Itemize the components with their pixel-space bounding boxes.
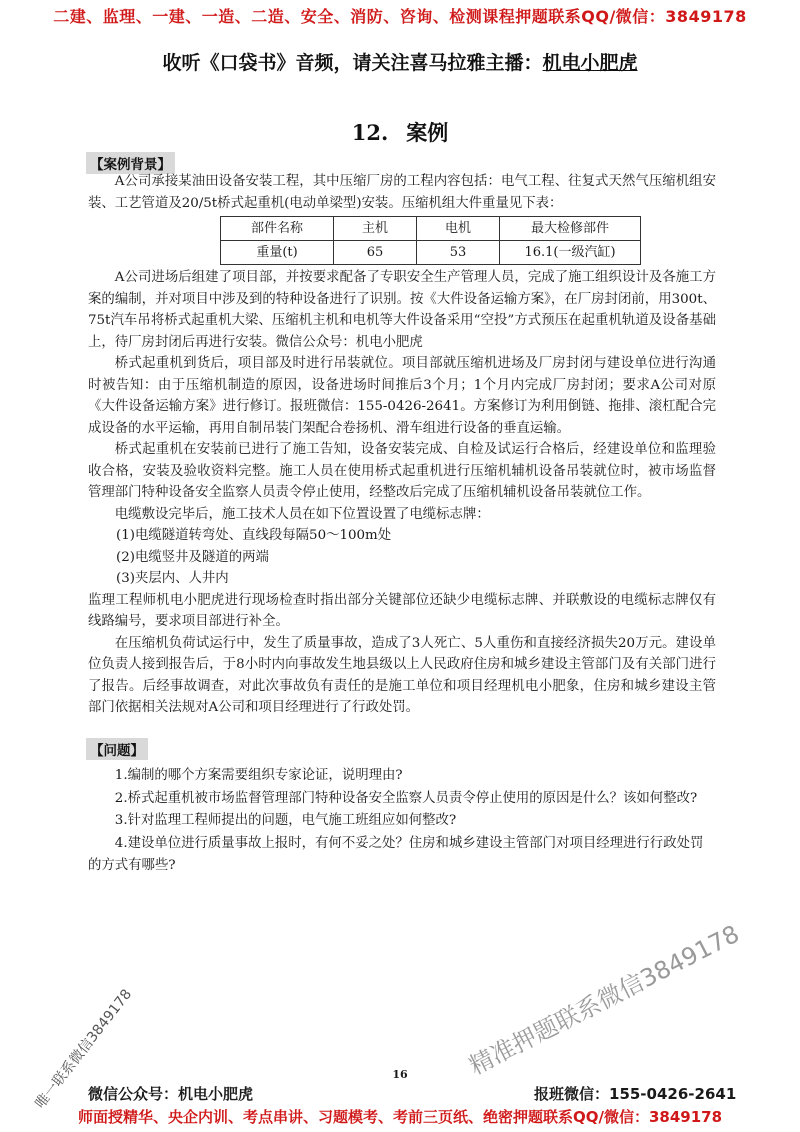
question-item: 3.针对监理工程师提出的问题，电气施工班组应如何整改?: [114, 813, 457, 828]
table-cell: 电机: [417, 217, 500, 241]
page-title: [0, 117, 800, 147]
paragraph-crane-inspection: 桥式起重机在安装前已进行了施工告知，设备安装完成、自检及试运行合格后，经建设单位和监理验收合格，安装及验收资料完整。施工人员在使用桥式起重机进行压缩机辅机设备吊装就位时，被市场监督管理部门特种设备安全监察人员责令停止使用，经整改后完成了压缩机辅机设备吊装就位工作。: [88, 442, 716, 500]
paragraph-intro: A公司承接某油田设备安装工程，其中压缩厂房的工程内容包括：电气工程、往复式天然气压缩机组安装、工艺管道及20/5t桥式起重机(电动单梁型)安装。压缩机组大件重量见下表：: [88, 174, 716, 211]
paragraph-supervisor-check: 监理工程师机电小肥虎进行现场检查时指出部分关键部位还缺少电缆标志牌、并联敷设的电缆标志牌仅有线路编号，要求项目部进行补全。: [88, 592, 716, 629]
table-cell: 65: [334, 241, 417, 265]
background-section-label: 【案例背景】: [86, 152, 175, 174]
footer-wechat-account: 微信公众号：机电小肥虎: [88, 1085, 254, 1103]
weights-table: [220, 216, 641, 265]
table-cell: 16.1(一级汽缸): [500, 241, 641, 265]
top-promo-banner: 二建、监理、一建、一造、二造、安全、消防、咨询、检测课程押题联系QQ/微信：3849178: [53, 7, 747, 26]
question-item: 1.编制的哪个方案需要组织专家论证，说明理由?: [114, 768, 403, 783]
paragraph-crane-arrival: 桥式起重机到货后，项目部及时进行吊装就位。项目部就压缩机进场及厂房封闭与建设单位进行沟通时被告知：由于压缩机制造的原因，设备进场时间推后3个月；1个月内完成厂房封闭；要求A公司对原《大件设备运输方案》进行修订。报班微信：155-0426-2641。方案修订为利用倒链、拖排、滚杠配合完成设备的水平运输，再用自制吊装门架配合卷扬机、滑车组进行设备的垂直运输。: [88, 356, 716, 436]
audio-subtitle: [0, 48, 800, 75]
page-number: 16: [392, 1068, 408, 1081]
table-row: [221, 241, 641, 265]
subtitle-prefix: 收听《口袋书》音频，请关注喜马拉雅主播：: [162, 52, 543, 74]
table-cell: 53: [417, 241, 500, 265]
list-item: (2)电缆竖井及隧道的两端: [116, 549, 269, 565]
watermark-diagonal-small: 唯一联系微信3849178: [32, 986, 136, 1112]
questions-list: [88, 765, 716, 878]
title-number: 12.: [351, 120, 389, 145]
question-item: 2.桥式起重机被市场监督管理部门特种设备安全监察人员责令停止使用的原因是什么？该如何整改?: [114, 790, 698, 806]
table-cell: 主机: [334, 217, 417, 241]
paragraph-quality-accident: 在压缩机负荷试运行中，发生了质量事故，造成了3人死亡、5人重伤和直接经济损失20万元。建设单位负责人接到报告后，于8小时内向事故发生地县级以上人民政府住房和城乡建设主管部门及有关部门进行了报告。后经事故调查，对此次事故负有责任的是施工单位和项目经理机电小肥象，住房和城乡建设主管部门依据相关法规对A公司和项目经理进行了行政处罚。: [88, 635, 716, 715]
bottom-promo-banner: 师面授精华、央企内训、考点串讲、习题模考、考前三页纸、绝密押题联系QQ/微信：3849178: [77, 1108, 723, 1126]
footer-enroll-contact: 报班微信：155-0426-2641: [534, 1085, 737, 1103]
table-cell: 重量(t): [221, 241, 334, 265]
watermark-diagonal-large: 精准押题联系微信3849178: [464, 919, 744, 1081]
question-item: 4.建设单位进行质量事故上报时，有何不妥之处？住房和城乡建设主管部门对项目经理进行行政处罚的方式有哪些?: [88, 835, 704, 873]
list-item: (1)电缆隧道转弯处、直线段每隔50～100m处: [116, 528, 392, 543]
table-cell: 最大检修部件: [500, 217, 641, 241]
title-text: 案例: [406, 120, 449, 145]
list-item: (3)夹层内、人井内: [116, 571, 229, 586]
subtitle-anchor-name: 机电小肥虎: [542, 52, 638, 74]
paragraph-cable-tags: 电缆敷设完毕后，施工技术人员在如下位置设置了电缆标志牌：: [114, 506, 490, 522]
case-background: [88, 171, 716, 719]
paragraph-project-setup: A公司进场后组建了项目部，并按要求配备了专职安全生产管理人员，完成了施工组织设计及各施工方案的编制，并对项目中涉及到的特种设备进行了识别。按《大件设备运输方案》，在厂房封闭前，用300t、75t汽车吊将桥式起重机大梁、压缩机主机和电机等大件设备采用“空投”方式预压在起重机轨道及设备基础上，待厂房封闭后再进行安装。微信公众号：机电小肥虎: [88, 270, 716, 350]
questions-section-label: 【问题】: [86, 738, 148, 760]
table-cell: 部件名称: [221, 217, 334, 241]
table-row: [221, 217, 641, 241]
